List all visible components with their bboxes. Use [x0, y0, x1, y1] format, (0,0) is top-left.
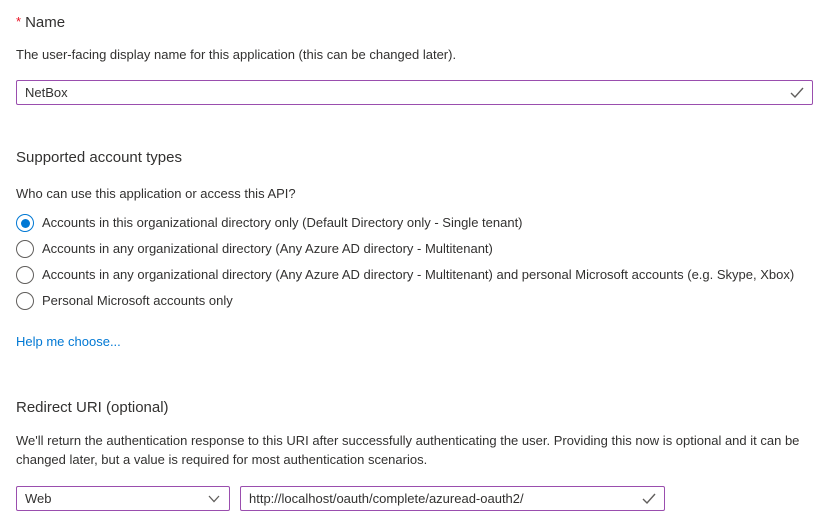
name-input[interactable] — [17, 81, 812, 104]
radio-option-personal-only[interactable] — [16, 292, 813, 310]
radio-button-icon[interactable] — [16, 266, 34, 284]
radio-option-label: Personal Microsoft accounts only — [42, 293, 233, 308]
radio-option-multitenant[interactable] — [16, 240, 813, 258]
redirect-uri-row — [16, 486, 813, 511]
valid-checkmark-icon — [642, 493, 656, 505]
platform-select-value: Web — [25, 491, 52, 506]
required-asterisk: * — [16, 14, 22, 29]
account-types-question: Who can use this application or access this API? — [16, 186, 296, 201]
name-section-title — [16, 12, 813, 33]
account-types-radio-group — [16, 214, 813, 310]
name-title-text: Name — [25, 14, 66, 31]
account-types-title: Supported account types — [16, 149, 182, 166]
name-section — [16, 12, 813, 105]
redirect-uri-title: Redirect URI (optional) — [16, 399, 169, 416]
radio-button-icon[interactable] — [16, 292, 34, 310]
radio-option-label: Accounts in any organizational directory (Any Azure AD directory - Multitenant) — [42, 241, 493, 256]
chevron-down-icon — [208, 495, 220, 503]
valid-checkmark-icon — [790, 87, 804, 99]
radio-option-label: Accounts in any organizational directory (Any Azure AD directory - Multitenant) and personal Microsoft accounts (e.g. Skype, Xbox) — [42, 267, 795, 282]
radio-option-multitenant-personal[interactable] — [16, 266, 813, 284]
redirect-uri-description: We'll return the authentication response to this URI after successfully authenticating the user. Providing this now is optional and it can be changed later, but a value is required for most authentication scenarios. — [16, 433, 800, 467]
platform-select[interactable] — [16, 486, 230, 511]
supported-account-types-section — [16, 148, 813, 351]
redirect-uri-section — [16, 398, 813, 511]
redirect-uri-input[interactable] — [241, 487, 664, 510]
radio-option-single-tenant[interactable] — [16, 214, 813, 232]
name-description: The user-facing display name for this application (this can be changed later). — [16, 47, 457, 62]
radio-button-icon[interactable] — [16, 240, 34, 258]
help-me-choose-link[interactable]: Help me choose... — [16, 334, 121, 349]
radio-button-icon[interactable] — [16, 214, 34, 232]
name-input-container — [16, 80, 813, 105]
redirect-uri-input-container — [240, 486, 665, 511]
radio-option-label: Accounts in this organizational directory only (Default Directory only - Single tenant) — [42, 215, 523, 230]
